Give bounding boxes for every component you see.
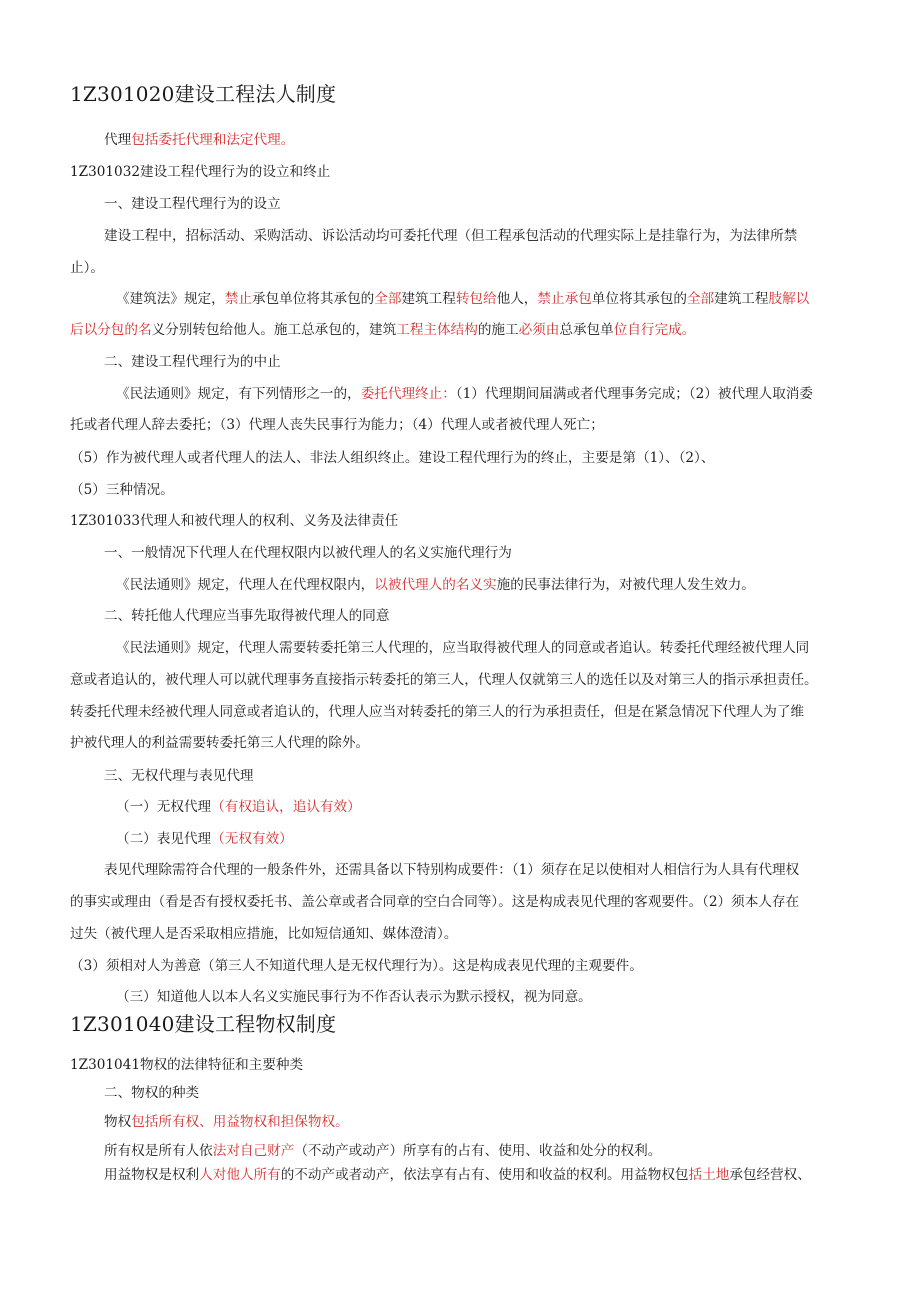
- highlighted-text: 转包给: [455, 291, 497, 307]
- paragraph-line: [70, 480, 174, 500]
- highlighted-text: 委托代理终止：: [360, 386, 456, 402]
- item-heading: [104, 606, 389, 626]
- text-run: 施的民事法律行为，对被代理人发生效力。: [496, 577, 755, 593]
- item-heading: [104, 543, 512, 563]
- text-run: 1Z301033代理人和被代理人的权利、义务及法律责任: [70, 513, 399, 529]
- paragraph-line: [70, 670, 818, 690]
- highlighted-text: 位自行完成。: [613, 322, 696, 338]
- text-run: 单位将其承包的: [591, 291, 687, 307]
- paragraph-line: [70, 258, 104, 278]
- text-run: （5）作为被代理人或者代理人的法人、非法人组织终止。建设工程代理行为的终止，主要是第（1）、（2）、: [70, 450, 715, 466]
- text-run: 建设工程中，招标活动、采购活动、诉讼活动均可委托代理（但工程承包活动的代理实际上是挂靠行为，为法律所禁: [104, 228, 798, 244]
- text-run: 的不动产或者动产，依法享有占有、使用和收益的权利。用益物权包: [280, 1167, 689, 1183]
- highlighted-text: 法对自己财产: [212, 1143, 295, 1159]
- item-heading: [104, 1083, 199, 1103]
- paragraph-line: [104, 1165, 811, 1185]
- text-run: 二、物权的种类: [104, 1085, 200, 1101]
- paragraph-line: [70, 956, 643, 976]
- highlighted-text: 以被代理人的名义实: [374, 577, 497, 593]
- text-run: 1Z301041物权的法律特征和主要种类: [70, 1057, 304, 1073]
- highlighted-text: （有权追认，追认有效）: [211, 799, 361, 815]
- text-run: 1Z301040建设工程物权制度: [70, 1012, 337, 1036]
- paragraph-line: [116, 289, 809, 309]
- highlighted-text: 包括委托代理和法定代理。: [131, 132, 295, 148]
- highlighted-text: 必须由: [518, 322, 560, 338]
- section-heading: [70, 80, 336, 108]
- text-run: 转委托代理未经被代理人同意或者追认的，代理人应当对转委托的第三人的行为承担责任，但是在紧急情况下代理人为了维: [70, 704, 805, 720]
- item-heading: [104, 766, 254, 786]
- item-heading: [104, 194, 281, 214]
- text-run: 《民法通则》规定，代理人需要转委托第三人代理的，应当取得被代理人的同意或者追认。转委托代理经被代理人同: [116, 640, 810, 656]
- paragraph-line: [70, 320, 695, 340]
- text-run: 《民法通则》规定，代理人在代理权限内，: [116, 577, 375, 593]
- text-run: 三、无权代理与表见代理: [104, 768, 254, 784]
- text-run: 代理: [104, 132, 132, 148]
- text-run: 的事实或理由（看是否有授权委托书、盖公章或者合同章的空白合同等）。这是构成表见代理的客观要件。（2）须本人存在: [70, 894, 800, 910]
- text-run: （一）无权代理: [116, 799, 212, 815]
- text-run: 承包经营权、: [729, 1167, 811, 1183]
- section-heading: [70, 1010, 336, 1038]
- highlighted-text: 人对他人所有: [199, 1167, 281, 1183]
- text-run: 义分别转包给他人。施工总承包的，建筑: [151, 322, 397, 338]
- paragraph-line: [104, 1141, 661, 1161]
- text-run: （三）知道他人以本人名义实施民事行为不作否认表示为默示授权，视为同意。: [116, 989, 592, 1005]
- text-run: 意或者追认的，被代理人可以就代理事务直接指示转委托的第三人，代理人仅就第三人的选任以及对第三人的指示承担责任。: [70, 672, 818, 688]
- text-run: 表见代理除需符合代理的一般条件外，还需具备以下特别构成要件：（1）须存在足以使相对人相信行为人具有代理权: [104, 862, 800, 878]
- highlighted-text: 全部: [686, 291, 715, 307]
- text-run: 1Z301020建设工程法人制度: [70, 82, 337, 106]
- sub-item-heading: [116, 797, 361, 817]
- text-run: 1Z301032建设工程代理行为的设立和终止: [70, 164, 331, 180]
- sub-item-heading: [116, 829, 293, 849]
- text-run: 用益物权是权利: [104, 1167, 200, 1183]
- text-run: 建筑工程: [714, 291, 769, 307]
- subsection-heading: [70, 162, 330, 182]
- text-run: 建筑工程: [401, 291, 456, 307]
- text-run: 二、转托他人代理应当事先取得被代理人的同意: [104, 608, 390, 624]
- text-run: 一、一般情况下代理人在代理权限内以被代理人的名义实施代理行为: [104, 545, 512, 561]
- text-run: 护被代理人的利益需要转委托第三人代理的除外。: [70, 735, 370, 751]
- text-run: 的施工: [477, 322, 519, 338]
- highlighted-text: 后以分包的名: [70, 322, 152, 338]
- highlighted-text: 全部: [374, 291, 402, 307]
- highlighted-text: 禁止承包: [537, 291, 592, 307]
- paragraph-line: [116, 384, 813, 404]
- text-run: 物权: [104, 1114, 132, 1130]
- text-run: （5）三种情况。: [70, 482, 174, 498]
- paragraph-line: [70, 733, 369, 753]
- paragraph-line: [116, 575, 755, 595]
- text-run: 总承包单: [559, 322, 614, 338]
- text-run: （1）代理期间届满或者代理事务完成；（2）被代理人取消委: [455, 386, 813, 402]
- highlighted-text: 包括所有权、用益物权和担保物权。: [131, 1114, 349, 1130]
- paragraph-line: [70, 892, 799, 912]
- text-run: （二）表见代理: [116, 831, 212, 847]
- item-heading: [104, 352, 281, 372]
- paragraph-line: [70, 448, 714, 468]
- text-run: 他人，: [496, 291, 538, 307]
- text-run: 二、建设工程代理行为的中止: [104, 354, 281, 370]
- subsection-heading: [70, 1055, 303, 1075]
- text-run: 《建筑法》规定，: [116, 291, 225, 307]
- highlighted-text: （无权有效）: [211, 831, 293, 847]
- subsection-heading: [70, 511, 398, 531]
- text-run: （3）须相对人为善意（第三人不知道代理人是无权代理行为）。这是构成表见代理的主观要件。: [70, 958, 643, 974]
- text-run: 所有权是所有人依: [104, 1143, 213, 1159]
- highlighted-text: 禁止: [224, 291, 252, 307]
- paragraph-line: [104, 1112, 349, 1132]
- paragraph-line: [70, 924, 457, 944]
- text-run: （不动产或动产）所享有的占有、使用、收益和处分的权利。: [294, 1143, 662, 1159]
- paragraph-line: [104, 860, 799, 880]
- paragraph-line: [104, 226, 797, 246]
- text-run: 《民法通则》规定，有下列情形之一的，: [116, 386, 361, 402]
- highlighted-text: 肢解以: [768, 291, 810, 307]
- text-run: 托或者代理人辞去委托；（3）代理人丧失民事行为能力；（4）代理人或者被代理人死亡；: [70, 417, 604, 433]
- paragraph-line: [70, 702, 804, 722]
- text-run: 一、建设工程代理行为的设立: [104, 196, 281, 212]
- text-run: 止）。: [70, 260, 104, 276]
- paragraph-line: [104, 130, 294, 150]
- text-run: 过失（被代理人是否采取相应措施，比如短信通知、媒体澄清）。: [70, 926, 458, 942]
- paragraph-line: [116, 638, 809, 658]
- highlighted-text: 工程主体结构: [396, 322, 478, 338]
- paragraph-line: [70, 415, 604, 435]
- sub-item-heading: [116, 987, 592, 1007]
- text-run: 承包单位将其承包的: [251, 291, 375, 307]
- highlighted-text: 括土地: [688, 1167, 730, 1183]
